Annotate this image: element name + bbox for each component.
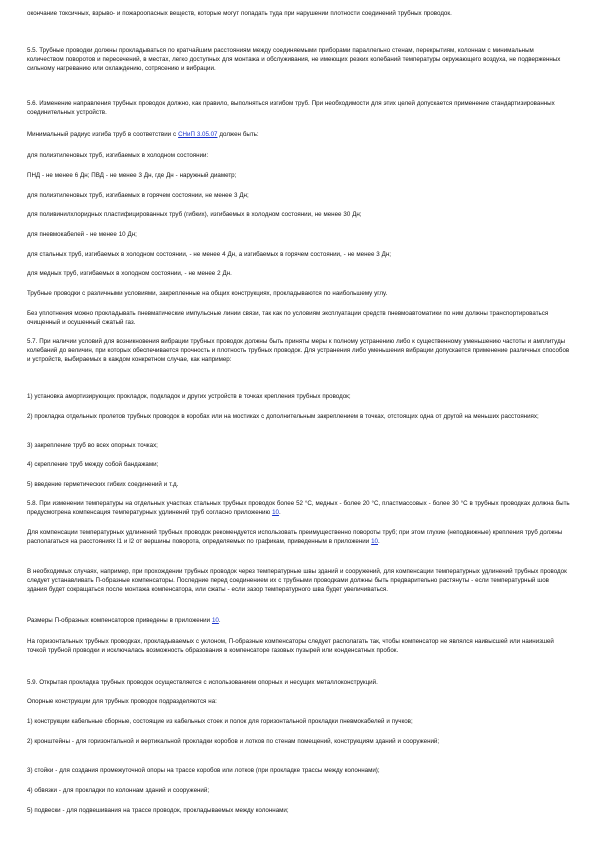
paragraph: Опорные конструкции для трубных проводок подразделяются на: <box>27 698 217 705</box>
paragraph-min-radius <box>27 131 570 140</box>
paragraph-5-9: 5.9. Открытая прокладка трубных проводок осуществляется с использованием опорных и несущих металлоконструкций. <box>27 679 378 686</box>
text-segment: . <box>278 508 281 516</box>
list-line: 2) прокладка отдельных пролетов трубных проводок в коробах или на мостиках с дополнительным закреплением в точках, отстоящих одна от другой на меньших расстояниях; <box>27 413 539 420</box>
text-segment: . <box>218 617 221 624</box>
list-line: 1) конструкции кабельные сборные, состоящие из кабельных стоек и полок для горизонтальной прокладки пневмокабелей и пучков; <box>27 718 413 725</box>
snip-link[interactable]: СНиП 3.05.07 <box>178 131 218 138</box>
list-line: для стальных труб, изгибаемых в холодном состоянии, - не менее 4 Дн, а изгибаемых в горячем состоянии, - не менее 3 Дн; <box>27 251 391 258</box>
list-line: для поливинилхлоридных пластифицированных труб (гибких), изгибаемых в холодном состоянии, не менее 30 Дн; <box>27 211 362 218</box>
list-line: для полиэтиленовых труб, изгибаемых в холодном состоянии: <box>27 152 209 159</box>
appendix-link[interactable]: 10 <box>211 617 219 624</box>
paragraph: В необходимых случаях, например, при прохождении трубных проводок через температурные швы зданий и сооружений, для компенсации температурных удлинений трубных проводок следует устанавливать П-образные компенсаторы. Последние перед соединением их с трубными проводками должны быть предварительно растянуты - если температурный шов здания будет сокращаться после монтажа компенсатора, или сжаты - если зазор температурного шва будет увеличиваться. <box>27 568 567 593</box>
text-segment: Для компенсации температурных удлинений трубных проводок рекомендуется использовать преимущественно повороты труб; при этом глухие (неподвижные) крепления труб должны располагаться на расстояниях l1 и l2 от вершины поворота, определяемых по графикам, приведенным в приложении <box>27 529 563 545</box>
list-line: 5) введение герметических гибких соединений и т.д. <box>27 481 179 488</box>
paragraph: Без уплотнения можно прокладывать пневматические импульсные линии связи, так как по условиям эксплуатации средств пневмоавтоматики по ним должны транспортироваться очищенный и осушенный сжатый газ. <box>27 310 549 326</box>
paragraph-5-5: 5.5. Трубные проводки должны прокладываться по кратчайшим расстояниям между соединяемыми приборами параллельно стенам, перекрытиям, колоннам с минимальным количеством поворотов и пересечений, в местах, легко доступных для монтажа и обслуживания, не имеющих резких колебаний температуры окружающего воздуха, не подверженных сильному нагреванию или охлаждению, сотрясению и вибрации. <box>27 47 561 72</box>
text-segment: . <box>378 537 380 545</box>
text-segment: Размеры П-образных компенсаторов приведены в приложении <box>27 617 212 624</box>
list-line: ПНД - не менее 6 Дн; ПВД - не менее 3 Дн, где Дн - наружный диаметр; <box>27 172 237 179</box>
list-line: для пневмокабелей - не менее 10 Дн; <box>27 231 137 238</box>
text-segment: Минимальный радиус изгиба труб в соответствии с <box>27 131 179 138</box>
list-line: 2) кронштейны - для горизонтальной и вертикальной прокладки коробов и лотков по стенам помещений, конструкциям зданий и сооружений; <box>27 738 440 745</box>
paragraph-continuation: окончание токсичных, взрыво- и пожароопасных веществ, которые могут попадать туда при нарушении плотности соединений трубных проводок. <box>27 10 452 17</box>
paragraph <box>27 529 570 547</box>
paragraph <box>27 617 570 626</box>
list-line: 3) закрепление труб во всех опорных точках; <box>27 442 158 449</box>
paragraph: Трубные проводки с различными условиями, закрепленные на общих конструкциях, прокладываются по наибольшему углу. <box>27 290 388 297</box>
paragraph-5-6: 5.6. Изменение направления трубных проводок должно, как правило, выполняться изгибом труб. При необходимости для этих целей допускается применение стандартизированных соединительных устройств. <box>27 100 555 116</box>
list-line: для полиэтиленовых труб, изгибаемых в горячем состоянии, не менее 3 Дн; <box>27 192 249 199</box>
list-line: 3) стойки - для создания промежуточной опоры на трассе коробов или лотков (при прокладке трассы между колоннами); <box>27 767 380 774</box>
text-segment: должен быть: <box>217 131 259 138</box>
list-line: для медных труб, изгибаемых в холодном состоянии, - не менее 2 Дн. <box>27 270 232 277</box>
text-segment: 5.8. При изменении температуры на отдельных участках стальных трубных проводок более 52 °С, медных - более 20 °С, пластмассовых - более 30 °С в трубных проводках должна быть предусмотрена компенсация температурных удлинений труб согласно приложению <box>27 500 570 516</box>
list-line: 1) установка амортизирующих прокладок, подкладок и других устройств в точках крепления трубных проводок; <box>27 393 351 400</box>
appendix-link[interactable]: 10 <box>371 537 378 545</box>
list-line: 5) подвески - для подвешивания на трассе проводок, прокладываемых между колоннами; <box>27 807 289 814</box>
appendix-link[interactable]: 10 <box>272 508 279 516</box>
paragraph: На горизонтальных трубных проводках, прокладываемых с уклоном, П-образные компенсаторы следует располагать так, чтобы компенсатор не являлся наивысшей или наинизшей точкой трубной проводки и исключалась возможность образования в компенсаторе газовых пузырей или конденсатных пробок. <box>27 638 554 654</box>
paragraph-5-8 <box>27 500 570 518</box>
paragraph-5-7: 5.7. При наличии условий для возникновения вибрации трубных проводок должны быть приняты меры к полному устранению либо к существенному уменьшению частоты и амплитуды колебаний до величин, при которых обеспечивается прочность и плотность трубных проводок. Для устранения либо уменьшения вибрации допускается применение различных способов и устройств, выбираемых в каждом конкретном случае, как например: <box>27 338 570 363</box>
list-line: 4) обвязки - для прокладки по колоннам зданий и сооружений; <box>27 787 210 794</box>
list-line: 4) скрепление труб между собой бандажами; <box>27 461 159 468</box>
